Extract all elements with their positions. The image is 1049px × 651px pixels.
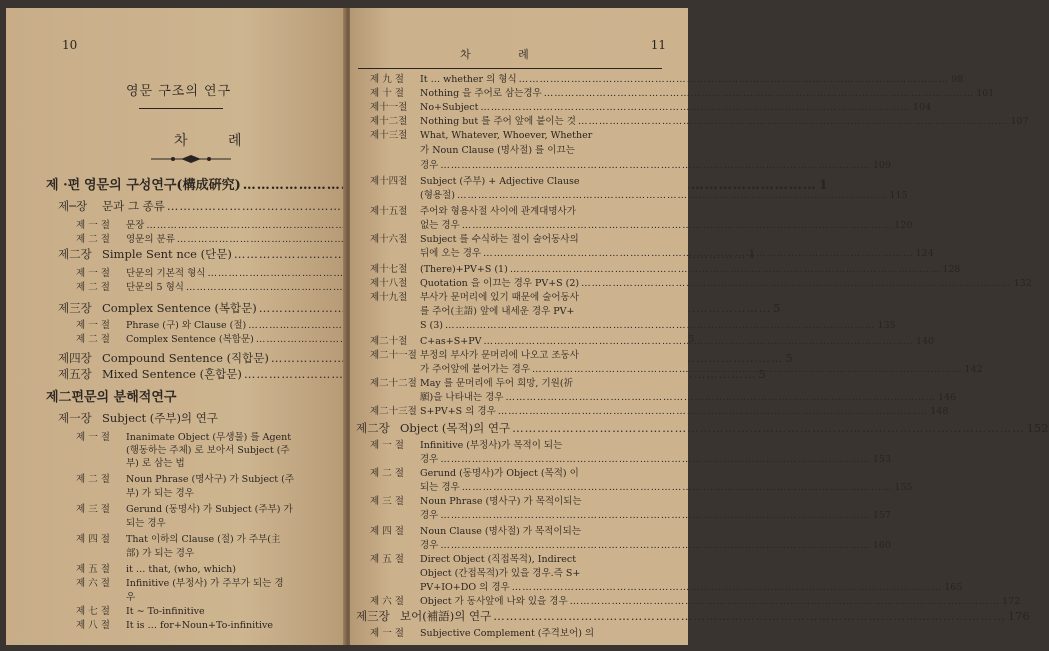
- toc-label: 제 二 절: [76, 474, 110, 485]
- toc-title: PV+IO+DO 의 경우: [420, 582, 510, 593]
- toc-label: 제 二 절: [76, 334, 110, 345]
- toc-page-number: 165: [944, 582, 963, 593]
- toc-entry: [370, 130, 662, 142]
- toc-title: Complex Sentence (복합문): [126, 334, 254, 345]
- toc-entry: [370, 454, 891, 466]
- toc-title: 되는 경우: [420, 482, 460, 493]
- toc-page-number: 107: [1010, 116, 1029, 127]
- toc-page-number: 160: [872, 540, 891, 551]
- toc-label: 제 二 절: [76, 234, 110, 245]
- toc-label: 제十三절: [370, 130, 408, 141]
- toc-page-number: 98: [951, 74, 964, 85]
- right-page: [350, 8, 1049, 645]
- toc-title: 가 주어앞에 붙어가는 경우: [420, 364, 531, 375]
- toc-title: 문장: [126, 220, 145, 231]
- toc-label: 제四장: [58, 351, 92, 365]
- ornament-divider: [151, 154, 231, 164]
- leader-dots: [457, 190, 888, 202]
- toc-label: 제 十 절: [370, 88, 404, 99]
- toc-entry: [76, 518, 352, 530]
- toc-title: It is … for+Noun+To-infinitive: [126, 620, 274, 631]
- leader-dots: [483, 248, 914, 260]
- toc-title: 부) 로 삼는 법: [126, 458, 185, 469]
- toc-title: 보어(補語)의 연구: [400, 609, 492, 623]
- toc-page-number: 5: [758, 367, 766, 381]
- toc-label: 제十六절: [370, 234, 408, 245]
- toc-entry: [370, 526, 662, 538]
- toc-title: Quotation 을 이끄는 경우 PV+S (2): [420, 278, 580, 289]
- toc-label: 제 五 절: [76, 564, 110, 575]
- toc-label: 제二十一절: [370, 350, 417, 361]
- toc-title: 부) 가 되는 경우: [126, 488, 194, 499]
- toc-entry: [370, 582, 963, 594]
- toc-page-number: 1: [818, 178, 828, 193]
- toc-entry: [370, 306, 662, 318]
- page-number: 10: [62, 38, 78, 52]
- toc-title: Phrase (구) 와 Clause (절): [126, 320, 247, 331]
- toc-label: 제一장: [58, 411, 92, 425]
- toc-title: 경우: [420, 540, 439, 551]
- leader-dots: [445, 320, 876, 332]
- toc-entry: [370, 88, 995, 100]
- leader-dots: [506, 392, 937, 404]
- toc-entry: [370, 496, 662, 508]
- toc-entry: [370, 568, 662, 580]
- toc-entry: [370, 145, 662, 157]
- toc-title: 되는 경우: [126, 518, 166, 529]
- toc-title: (형용절): [420, 190, 455, 201]
- toc-title: Object (목적)의 연구: [400, 421, 511, 435]
- toc-page-number: 172: [1002, 596, 1021, 607]
- leader-dots: [519, 74, 950, 86]
- toc-entry: [76, 474, 352, 486]
- toc-entry: [76, 578, 352, 590]
- toc-label: 제 六 절: [76, 578, 110, 589]
- toc-entry: [76, 458, 352, 470]
- toc-entry: [370, 116, 1029, 128]
- toc-entry: [356, 421, 1049, 435]
- toc-entry: [370, 220, 913, 232]
- toc-title: 願)을 나타내는 경우: [420, 392, 504, 403]
- leader-dots: [483, 336, 914, 348]
- toc-label: 제十五절: [370, 206, 408, 217]
- toc-label: 제 七 절: [76, 606, 110, 617]
- toc-title: No+Subject: [420, 102, 479, 113]
- leader-dots: [440, 540, 871, 552]
- title-rule: [139, 108, 223, 109]
- toc-title: Simple Sent nce (단문): [102, 247, 232, 261]
- toc-page-number: 148: [930, 406, 949, 417]
- header-rule: [358, 68, 662, 69]
- toc-entry: [370, 292, 662, 304]
- toc-title: Noun Clause (명사절) 가 목적이되는: [420, 526, 581, 537]
- toc-entry: [370, 176, 662, 188]
- toc-entry: [58, 412, 352, 424]
- toc-page-number: 128: [942, 264, 961, 275]
- toc-entry: [76, 445, 352, 457]
- toc-entry: [356, 609, 1030, 623]
- toc-label: 제 三 절: [76, 504, 110, 515]
- toc-entry: [370, 364, 983, 376]
- toc-title: Subject 를 수식하는 절이 술어동사의: [420, 234, 579, 245]
- toc-page-number: 5: [773, 301, 781, 315]
- leader-dots: [498, 406, 929, 418]
- toc-title: Subjective Complement (주격보어) 의: [420, 628, 595, 639]
- toc-label: 제 六 절: [370, 596, 404, 607]
- toc-label: 제 一 절: [76, 220, 110, 231]
- toc-page-number: 109: [872, 160, 891, 171]
- toc-page-number: 5: [785, 351, 793, 365]
- toc-entry: [370, 510, 891, 522]
- leader-dots: [440, 454, 871, 466]
- book-title: 영문 구조의 연구: [126, 84, 232, 99]
- toc-page-number: 142: [964, 364, 983, 375]
- toc-title: 없는 경우: [420, 220, 460, 231]
- contents-heading: 차 례: [174, 133, 260, 149]
- toc-entry: [370, 336, 935, 348]
- toc-entry: [76, 548, 352, 560]
- toc-entry: [370, 234, 662, 246]
- toc-title: Compound Sentence (직합문): [102, 351, 269, 365]
- toc-title: May 를 문머리에 두어 희망, 기원(祈: [420, 378, 574, 389]
- toc-label: 제十一절: [370, 102, 408, 113]
- toc-label: 제 二 절: [76, 282, 110, 293]
- toc-page-number: 152: [1026, 421, 1049, 435]
- toc-title: Complex Sentence (복합문): [102, 301, 257, 315]
- toc-label: 제─장: [58, 199, 88, 213]
- page-number: 11: [650, 38, 666, 52]
- toc-page-number: 1: [748, 247, 756, 261]
- toc-entry: [370, 468, 662, 480]
- toc-page-number: 176: [1007, 609, 1030, 623]
- toc-page-number: 101: [976, 88, 995, 99]
- toc-label: 제 一 절: [370, 440, 404, 451]
- toc-label: 제二편: [46, 390, 85, 405]
- toc-label: 제 一 절: [76, 268, 110, 279]
- leader-dots: [570, 596, 1001, 608]
- toc-title: 가 Noun Clause (명사절) 를 이끄는: [420, 145, 575, 156]
- toc-entry: [370, 350, 662, 362]
- leader-dots: [493, 610, 1006, 622]
- toc-title: Noun Phrase (명사구) 가 목적이되는: [420, 496, 582, 507]
- toc-title: S (3): [420, 320, 443, 331]
- toc-title: 영문의 구성연구(構成硏究): [84, 178, 241, 193]
- toc-entry: [58, 200, 352, 212]
- toc-label: 제 一 절: [76, 432, 110, 443]
- toc-entry: [370, 102, 932, 114]
- toc-title: 우: [126, 592, 136, 603]
- toc-label: 제十四절: [370, 176, 408, 187]
- toc-label: 제十七절: [370, 264, 408, 275]
- toc-title: 주어와 형용사절 사이에 관계대명사가: [420, 206, 576, 217]
- toc-entry: [370, 74, 964, 86]
- toc-title: 단문의 기본적 형식: [126, 268, 206, 279]
- toc-title: 부정의 부사가 문머리에 나오고 조동사: [420, 350, 579, 361]
- toc-title: (행동하는 주체) 로 보아서 Subject (주: [126, 445, 290, 456]
- toc-label: 제十二절: [370, 116, 408, 127]
- toc-label: 제五장: [58, 367, 92, 381]
- toc-title: Gerund (동명사) 가 Subject (주부) 가: [126, 504, 293, 515]
- toc-title: 를 주어(主語) 앞에 내세운 경우 PV+: [420, 306, 575, 317]
- toc-page-number: 120: [894, 220, 913, 231]
- toc-entry: [76, 282, 352, 294]
- toc-title: It … whether 의 형식: [420, 74, 517, 85]
- toc-title: Inanimate Object (무생물) 를 Agent: [126, 432, 292, 443]
- toc-title: 경우: [420, 160, 439, 171]
- toc-entry: [76, 504, 352, 516]
- toc-label: 제 八 절: [76, 620, 110, 631]
- toc-label: 제十八절: [370, 278, 408, 289]
- toc-title: What, Whatever, Whoever, Whether: [420, 130, 593, 141]
- running-head: 차 례: [460, 48, 551, 61]
- toc-title: it … that, (who, which): [126, 564, 237, 575]
- toc-title: Nothing 을 주어로 삼는경우: [420, 88, 542, 99]
- toc-page-number: 5: [688, 334, 695, 345]
- toc-label: 제 四 절: [76, 534, 110, 545]
- toc-title: Object 가 동사앞에 나와 있을 경우: [420, 596, 568, 607]
- toc-entry: [76, 220, 352, 232]
- toc-label: 제二十三절: [370, 406, 417, 417]
- toc-entry: [370, 392, 957, 404]
- leader-dots: [510, 264, 941, 276]
- toc-entry: [370, 248, 934, 260]
- toc-title: Subject (주부) + Adjective Clause: [420, 176, 580, 187]
- toc-title: 뒤에 오는 경우: [420, 248, 482, 259]
- toc-title: 영문의 분류: [126, 234, 175, 245]
- toc-title: C+as+S+PV: [420, 336, 482, 347]
- leader-dots: [462, 482, 893, 494]
- toc-label: 제 二 절: [370, 468, 404, 479]
- toc-label: 제三장: [58, 301, 92, 315]
- toc-entry: [370, 264, 961, 276]
- toc-entry: [76, 268, 352, 280]
- toc-entry: [76, 534, 352, 546]
- toc-label: 제 四 절: [370, 526, 404, 537]
- toc-label: 제二十二절: [370, 378, 417, 389]
- toc-label: 제 五 절: [370, 554, 404, 565]
- leader-dots: [532, 364, 963, 376]
- toc-entry: [76, 620, 352, 632]
- toc-page-number: 140: [915, 336, 935, 347]
- toc-entry: [76, 488, 352, 500]
- toc-title: 部) 가 되는 경우: [126, 548, 195, 559]
- toc-entry: [370, 190, 908, 202]
- toc-title: 부사가 문머리에 있기 때문에 술어동사: [420, 292, 579, 303]
- leader-dots: [512, 422, 1025, 434]
- toc-title: (There)+PV+S (1): [420, 264, 508, 275]
- toc-page-number: 124: [915, 248, 934, 259]
- toc-page-number: 153: [872, 454, 891, 465]
- toc-title: Object (간접목적)가 있을 경우.즉 S+: [420, 568, 581, 579]
- toc-entry: [370, 554, 662, 566]
- toc-title: Infinitive (부정사)가 목적이 되는: [420, 440, 563, 451]
- leader-dots: [462, 220, 893, 232]
- toc-page-number: 155: [894, 482, 913, 493]
- toc-title: Infinitive (부정사) 가 주부가 되는 경: [126, 578, 284, 589]
- toc-entry: [76, 564, 352, 576]
- toc-page-number: 132: [1013, 278, 1032, 289]
- toc-label: 제 九 절: [370, 74, 404, 85]
- toc-label: 제二장: [356, 421, 390, 435]
- toc-label: 제十九절: [370, 292, 408, 303]
- leader-dots: [480, 102, 911, 114]
- leader-dots: [578, 116, 1009, 128]
- toc-label: 제三장: [356, 609, 390, 623]
- leader-dots: [440, 510, 871, 522]
- toc-entry: [370, 320, 896, 332]
- toc-title: Subject (주부)의 연구: [102, 411, 218, 425]
- toc-label: 제 一 절: [370, 628, 404, 639]
- toc-entry: [370, 406, 949, 418]
- toc-entry: [370, 440, 662, 452]
- toc-title: It ∼ To-infinitive: [126, 606, 205, 617]
- toc-entry: [76, 234, 352, 246]
- toc-entry: [370, 278, 1032, 290]
- toc-entry: [76, 320, 352, 332]
- toc-entry: [370, 628, 662, 640]
- toc-entry: [370, 482, 913, 494]
- toc-title: Mixed Sentence (혼합문): [102, 367, 242, 381]
- leader-dots: [544, 88, 975, 100]
- toc-label: 제 一 절: [76, 320, 110, 331]
- toc-label: 제二장: [58, 247, 92, 261]
- toc-entry: [370, 596, 1021, 608]
- toc-label: 제 ·편: [46, 178, 81, 193]
- toc-page-number: 157: [872, 510, 891, 521]
- toc-entry: [370, 160, 891, 172]
- toc-title: S+PV+S 의 경우: [420, 406, 496, 417]
- toc-page-number: 135: [877, 320, 896, 331]
- toc-page-number: 104: [912, 102, 932, 113]
- toc-title: Direct Object (직접목적), Indirect: [420, 554, 577, 565]
- toc-title: Gerund (동명사)가 Object (목적) 이: [420, 468, 579, 479]
- toc-title: 경우: [420, 510, 439, 521]
- toc-label: 제二十절: [370, 336, 408, 347]
- toc-page-number: 146: [938, 392, 957, 403]
- toc-title: 단문의 5 형식: [126, 282, 184, 293]
- toc-entry: [370, 378, 662, 390]
- leader-dots: [581, 278, 1012, 290]
- leader-dots: [512, 582, 943, 594]
- toc-entry: [76, 592, 352, 604]
- leader-dots: [440, 160, 871, 172]
- toc-title: 문과 그 종류: [102, 199, 165, 213]
- toc-title: Noun Phrase (명사구) 가 Subject (주: [126, 474, 294, 485]
- toc-title: Nothing but 를 주어 앞에 붙이는 것: [420, 116, 576, 127]
- toc-entry: [370, 540, 891, 552]
- toc-entry: [76, 606, 352, 618]
- toc-title: That 이하의 Clause (절) 가 주부(主: [126, 534, 281, 545]
- toc-title: 경우: [420, 454, 439, 465]
- toc-entry: [76, 432, 352, 444]
- toc-title: 문의 분해적연구: [84, 390, 177, 405]
- toc-entry: [46, 392, 352, 404]
- toc-page-number: 115: [889, 190, 908, 201]
- toc-label: 제 三 절: [370, 496, 404, 507]
- toc-entry: [370, 206, 662, 218]
